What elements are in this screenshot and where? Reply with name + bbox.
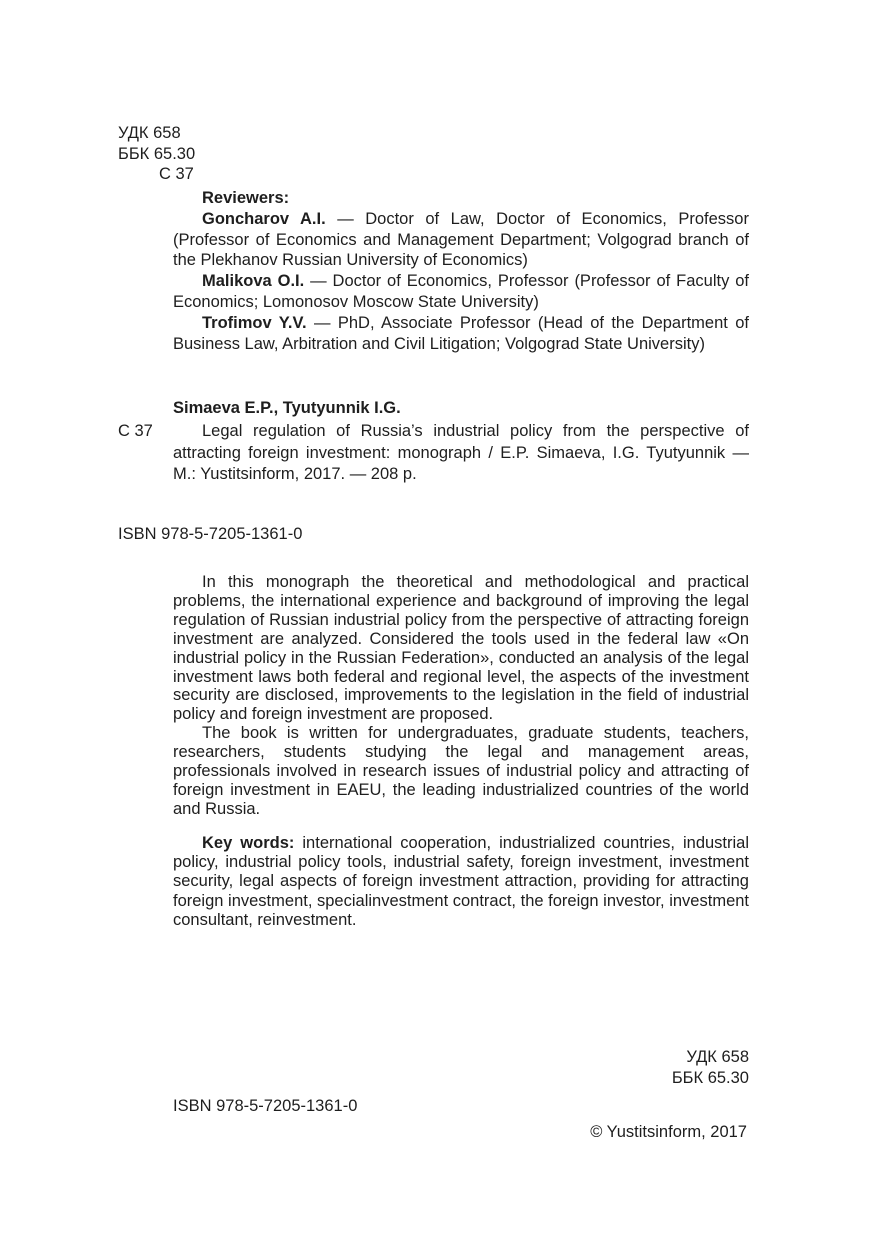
abstract-paragraph: The book is written for undergraduates, graduate students, teachers, researchers, students studying the legal and management areas, professionals involved in research issues of industrial policy and attracting of foreign investment in EAEU, the leading industrialized countries of the world and Russia. [173,724,749,818]
reviewer-details: — Doctor of Law, Doctor of Economics, Professor (Professor of Economics and Management Department; Volgograd branch of the Plekhanov Russian University of Economics) [173,209,749,270]
reviewers-heading: Reviewers: [202,189,290,207]
authors: Simaeva E.P., Tyutyunnik I.G. [173,399,401,417]
reviewer-name: Malikova O.I. [202,272,305,291]
reviewer-item [173,313,749,355]
udk-code: УДК 658 [118,124,181,142]
udk-code: УДК 658 [686,1048,749,1066]
classification-codes-footer [672,1047,749,1088]
reviewer-details: — PhD, Associate Professor (Head of the Department of Business Law, Arbitration and Civil Litigation; Volgograd State University) [173,313,750,353]
isbn: ISBN 978-5-7205-1361-0 [118,525,303,543]
reviewer-item [173,271,749,313]
keywords-text: international cooperation, industrialized countries, industrial policy, industrial policy tools, industrial safety, foreign investment, investment security, legal aspects of foreign investment attraction, providing for attracting foreign investment, specialinvestment contract, the foreign investor, investment consultant, reinvestment. [173,834,750,929]
bibliographic-description: Legal regulation of Russia’s industrial policy from the perspective of attracting foreign investment: monograph / E.P. Simaeva, I.G. Tyutyunnik — M.: Yustitsinform, 2017. — 208 p. [173,422,749,483]
bbk-code: ББК 65.30 [671,1068,749,1087]
author-mark: С 37 [159,165,194,183]
reviewer-name: Trofimov Y.V. [202,313,307,332]
copyright: © Yustitsinform, 2017 [590,1123,747,1141]
reviewers-block [173,188,749,354]
reviewer-details: — Doctor of Economics, Professor (Professor of Faculty of Economics; Lomonosov Moscow State University) [173,272,749,311]
classification-codes [118,123,195,185]
abstract-paragraph: In this monograph the theoretical and methodological and practical problems, the international experience and background of improving the legal regulation of Russian industrial policy from the perspective of attracting foreign investment are analyzed. Considered the tools used in the federal law «On industrial policy in the Russian Federation», conducted an analysis of the legal investment laws both federal and regional level, the aspects of the investment security are disclosed, improvements to the legislation in the field of industrial policy and foreign investment are proposed. [173,573,749,724]
keywords-label: Key words: [202,834,295,852]
keywords [173,834,749,930]
isbn-footer: ISBN 978-5-7205-1361-0 [173,1097,358,1115]
bbk-code: ББК 65.30 [118,144,196,163]
reviewer-name: Goncharov A.I. [202,209,326,228]
abstract [173,573,749,819]
reviewer-item [173,209,749,271]
author-mark-bib: С 37 [118,422,153,440]
